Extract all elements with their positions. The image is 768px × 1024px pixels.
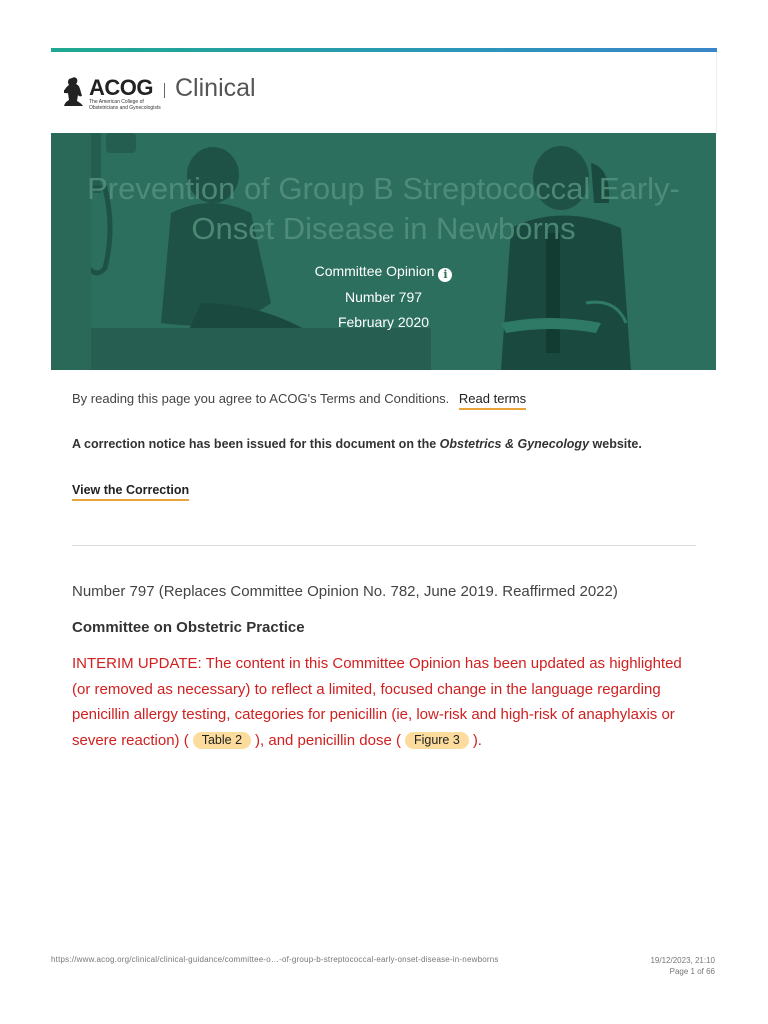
section-title[interactable]: Clinical <box>175 74 256 102</box>
acog-logo[interactable] <box>63 76 169 111</box>
document-title <box>51 169 716 249</box>
acog-figure-icon <box>63 76 85 110</box>
logo-subtitle: The American College of Obstetricians and Gynecologists <box>89 99 161 111</box>
hero-banner <box>51 133 716 370</box>
journal-name: Obstetrics & Gynecology <box>439 437 590 451</box>
replaces-note: Number 797 (Replaces Committee Opinion No. 782, June 2019. Reaffirmed 2022) <box>72 583 618 600</box>
footer-url: https://www.acog.org/clinical/clinical-guidance/committee-o…-of-group-b-streptococcal-early-onset-disease-in-newborns <box>51 955 499 964</box>
document-number: Number 797 <box>344 289 423 305</box>
terms-text: By reading this page you agree to ACOG's Terms and Conditions. <box>72 391 450 406</box>
view-correction-link[interactable]: View the Correction <box>72 483 189 501</box>
site-header <box>51 52 717 133</box>
footer-datetime: 19/12/2023, 21:10 <box>650 956 715 965</box>
document-type-label: Committee Opinion <box>314 263 435 279</box>
correction-prefix: A correction notice has been issued for this document on the <box>72 437 437 451</box>
view-correction-wrapper <box>72 483 189 497</box>
info-icon[interactable]: i <box>438 268 452 282</box>
title-line-2: Onset Disease in Newborns <box>191 211 576 246</box>
logo-divider <box>164 83 165 98</box>
correction-notice <box>72 437 642 451</box>
correction-suffix: website. <box>592 437 642 451</box>
interim-text-2: ), and penicillin dose ( <box>255 731 401 749</box>
table-2-link[interactable]: Table 2 <box>193 732 251 749</box>
title-line-1: Prevention of Group B Streptococcal Early- <box>87 171 680 206</box>
document-type <box>51 263 716 282</box>
footer-meta <box>650 955 715 977</box>
interim-text-3: ). <box>472 731 482 749</box>
interim-update <box>72 651 702 753</box>
footer-page: Page 1 of 66 <box>669 967 715 976</box>
logo-wordmark: ACOG <box>89 75 153 100</box>
figure-3-link[interactable]: Figure 3 <box>405 732 469 749</box>
section-divider <box>72 545 696 546</box>
document-date: February 2020 <box>337 314 430 330</box>
committee-name: Committee on Obstetric Practice <box>72 619 305 636</box>
terms-notice <box>72 391 526 406</box>
interim-text-1: INTERIM UPDATE: The content in this Committee Opinion has been updated as highlighted (or removed as necessary) to reflect a limited, focused change in the language regarding penicillin allergy testing, categories for penicillin (ie, low-risk and high-risk of anaphylaxis or severe reaction) ( <box>72 655 682 749</box>
read-terms-link[interactable]: Read terms <box>459 391 526 410</box>
